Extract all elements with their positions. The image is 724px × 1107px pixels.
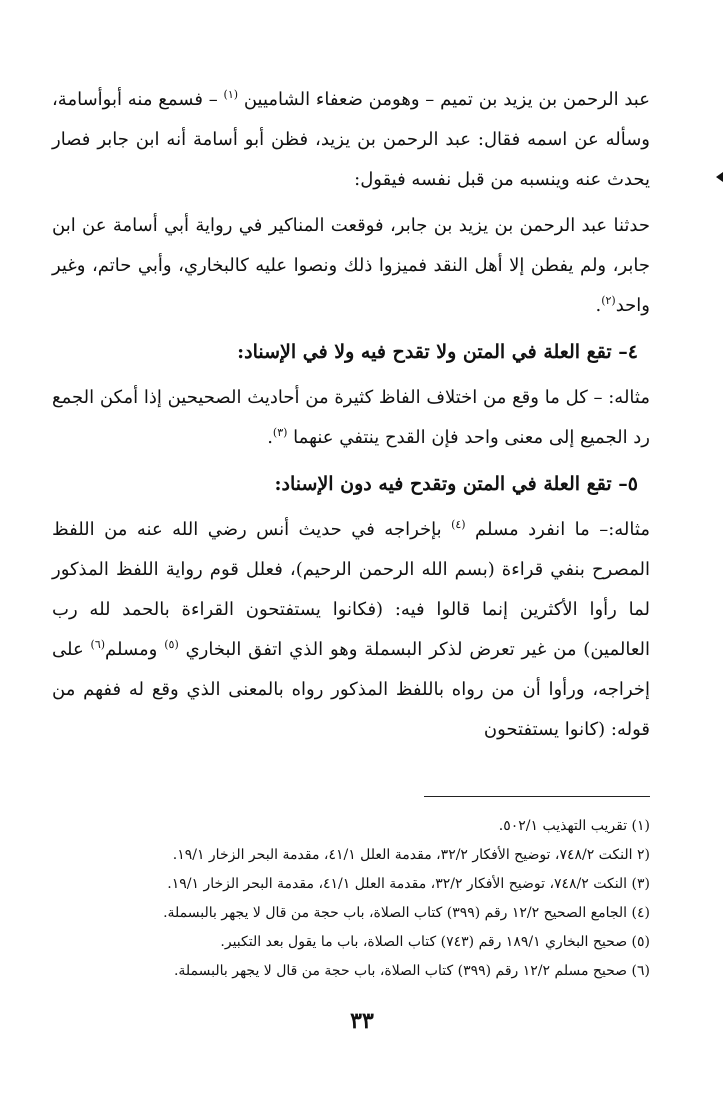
footnote-6: (٦) صحيح مسلم ١٢/٢ رقم (٣٩٩) كتاب الصلاة، باب حجة من قال لا يجهر بالبسملة. bbox=[173, 963, 650, 979]
paragraph-3 bbox=[52, 378, 650, 458]
paragraph-3-text: مثاله: – كل ما وقع من اختلاف الفاظ كثيرة من أحاديث الصحيحين إذا أمكن الجمع رد الجميع إلى معنى واحد فإن القدح ينتفي عنهما bbox=[52, 387, 650, 448]
footnote-4: (٤) الجامع الصحيح ١٢/٢ رقم (٣٩٩) كتاب الصلاة، باب حجة من قال لا يجهر بالبسملة. bbox=[163, 905, 650, 921]
paragraph-1 bbox=[52, 80, 650, 200]
paragraph-4-part-d: على إخراجه، ورأوا أن من رواه باللفظ المذكور رواه بالمعنى الذي وقع له ففهم من قوله: (كانوا يستفتحون bbox=[52, 639, 650, 740]
footnote-2: (٢ النكت ٧٤٨/٢، توضيح الأفكار ٣٢/٢، مقدمة العلل ٤١/١، مقدمة البحر الزخار ١٩/١. bbox=[172, 847, 650, 863]
footnote-ref-1[interactable]: (١) bbox=[223, 88, 239, 101]
paragraph-1-text: عبد الرحمن بن يزيد بن تميم – وهومن ضعفاء الشاميين bbox=[243, 89, 650, 110]
footnote-5: (٥) صحيح البخاري ١٨٩/١ رقم (٧٤٣) كتاب الصلاة، باب ما يقول بعد التكبير. bbox=[220, 934, 650, 950]
footnote-separator bbox=[424, 796, 650, 797]
page-number: ٣٣ bbox=[350, 1008, 374, 1034]
paragraph-4-part-b: بإخراجه في حديث أنس رضي الله عنه من اللفظ المصرح بنفي قراءة (بسم الله الرحمن الرحيم)، فعلل قوم رواية اللفظ المذكور لما رأوا الأكثرين إنما قالوا فيه: (فكانوا يستفتحون القراءة بالحمد لله رب العالمين) من غير تعرض لذكر البسملة وهو الذي اتفق البخاري bbox=[52, 519, 650, 660]
footnote-3: (٣) النكت ٧٤٨/٢، توضيح الأفكار ٣٢/٢، مقدمة العلل ٤١/١، مقدمة البحر الزخار ١٩/١. bbox=[167, 876, 650, 892]
footnotes bbox=[52, 812, 650, 986]
paragraph-4 bbox=[52, 510, 650, 750]
footnote-ref-3[interactable]: (٣) bbox=[272, 426, 288, 439]
footnote-1: (١) تقريب التهذيب ٥٠٢/١. bbox=[498, 818, 650, 834]
paragraph-2-end: . bbox=[595, 295, 602, 316]
paragraph-2-text: حدثنا عبد الرحمن بن يزيد بن جابر، فوقعت المناكير في رواية أبي أسامة عن ابن جابر، ولم يفطن إلا أهل النقد فميزوا ذلك ونصوا عليه كالبخاري، وأبي حاتم، وغير واحد bbox=[52, 215, 650, 316]
footnote-ref-6[interactable]: (٦) bbox=[90, 638, 106, 651]
paragraph-2 bbox=[52, 206, 650, 326]
paragraph-3-end: . bbox=[267, 427, 273, 448]
page-body bbox=[52, 80, 650, 756]
paragraph-1-rest: – فسمع منه أبوأسامة، وسأله عن اسمه فقال: عبد الرحمن بن يزيد، فظن أبو أسامة أنه ابن جابر فصار يحدث عنه وينسبه من قبل نفسه فيقول: bbox=[52, 89, 650, 190]
footnote-ref-5[interactable]: (٥) bbox=[164, 638, 179, 651]
section-heading-5: ٥– تقع العلة في المتن وتقدح فيه دون الإسناد: bbox=[274, 473, 638, 495]
edge-marker-icon bbox=[716, 172, 723, 182]
paragraph-4-part-c: ومسلم bbox=[105, 639, 158, 660]
paragraph-4-part-a: مثاله:– ما انفرد مسلم bbox=[475, 519, 650, 540]
footnote-ref-2[interactable]: (٢) bbox=[601, 294, 616, 307]
footnote-ref-4[interactable]: (٤) bbox=[451, 518, 466, 531]
section-heading-4: ٤– تقع العلة في المتن ولا تقدح فيه ولا في الإسناد: bbox=[237, 341, 638, 363]
